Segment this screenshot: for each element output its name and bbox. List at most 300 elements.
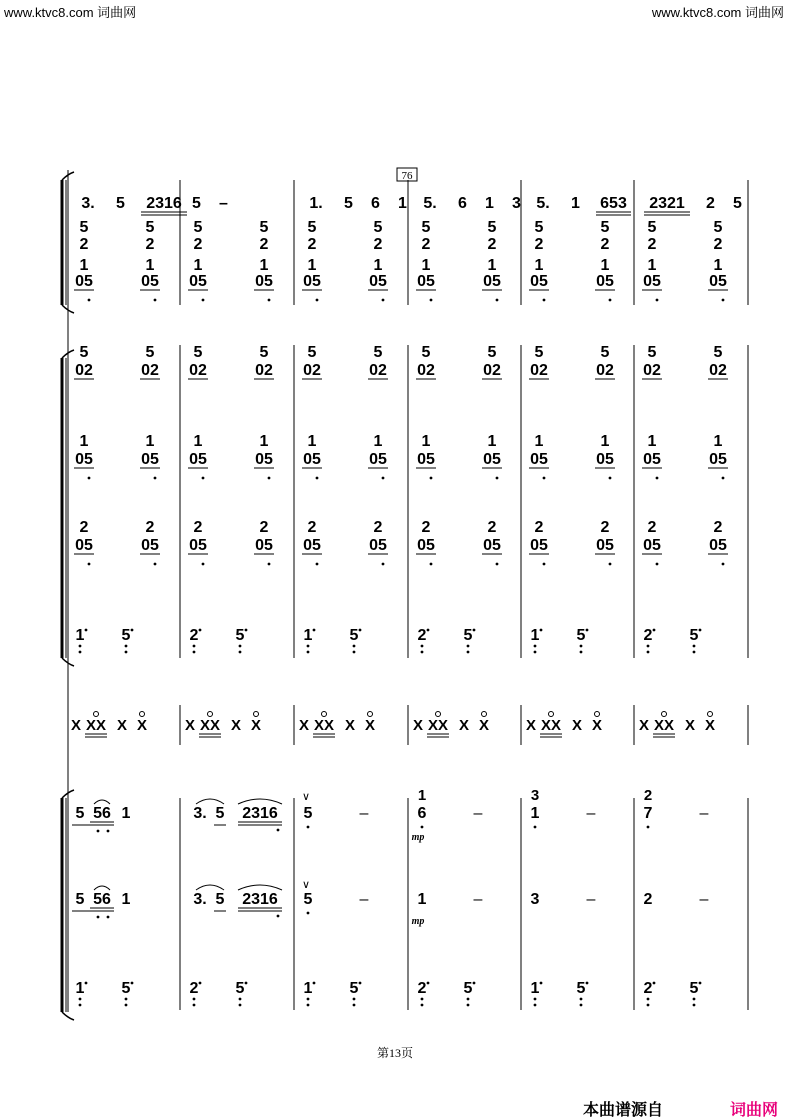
sysB-bass-lowdot-0 <box>79 645 82 648</box>
sysD-upper-note-1: 3 <box>530 787 540 804</box>
sysD-r1-m1-slur2 <box>238 885 282 890</box>
sysA-chord-row0-cell-5: 5 <box>373 219 383 236</box>
sysA-chord-row3-cell-3: 05 <box>255 273 273 290</box>
sysA-chord-row1-cell-6: 2 <box>421 236 431 253</box>
sysB-row5-lowdot-9 <box>609 563 612 566</box>
sysD-upper-note-0: 1 <box>417 787 427 804</box>
sysB-row0-cell-6: 5 <box>421 344 431 361</box>
sysC-perc-open-3 <box>140 712 145 717</box>
sysB-bass-lowdot-7 <box>467 645 470 648</box>
sysD-bass-lowdot-4 <box>307 998 310 1001</box>
sysC-perc-cell-6: X <box>230 717 242 734</box>
sysB-bass-lowdot2-5 <box>353 651 356 654</box>
sysB-bass-updot-8 <box>540 629 543 632</box>
sysD-bass-cell-3: 5 <box>235 980 245 997</box>
sysD-bass-lowdot2-4 <box>307 1004 310 1007</box>
sysC-perc-open-19 <box>595 712 600 717</box>
sysB-bass-lowdot2-3 <box>239 651 242 654</box>
sysB-row5-cell-7: 05 <box>483 537 501 554</box>
sysD-bass-updot-0 <box>85 982 88 985</box>
sysD-r1-m1-lowdot <box>277 915 280 918</box>
sysD-r1-m1-slur1 <box>196 885 224 890</box>
sysB-row4-cell-11: 2 <box>713 519 723 536</box>
sysA-chord-row3-cell-5: 05 <box>369 273 387 290</box>
sysD-r0-m0-n1: 56 <box>93 805 111 822</box>
sysA-chord-row1-cell-3: 2 <box>259 236 269 253</box>
sysD-bass-updot-2 <box>199 982 202 985</box>
sysD-r1-m2-n0: 5 <box>303 891 313 908</box>
sysD-r0-lowdot-b <box>107 830 110 833</box>
sysB-row3-lowdot-0 <box>88 477 91 480</box>
sysB-row5-cell-0: 05 <box>75 537 93 554</box>
sysB-row4-cell-0: 2 <box>79 519 89 536</box>
sysB-row2-cell-8: 1 <box>534 433 544 450</box>
sysA-melody-m4-n2: 653 <box>600 195 627 212</box>
sysB-row2-cell-5: 1 <box>373 433 383 450</box>
sysA-melody-m3-n1: 6 <box>458 195 467 212</box>
sysA-chord-row2-cell-0: 1 <box>79 257 89 274</box>
sysD-r0-m2-lowdot <box>307 826 310 829</box>
sysC-perc-cell-19: X <box>591 717 603 734</box>
sysD-r0-m3-lowdot <box>421 826 424 829</box>
sysA-melody-m2-n2: 6 <box>371 195 380 212</box>
sysA-melody-m4-n0: 5. <box>536 195 550 212</box>
sysD-bass-cell-11: 5 <box>689 980 699 997</box>
sysB-row3-lowdot-3 <box>268 477 271 480</box>
sysD-bass-cell-5: 5 <box>349 980 359 997</box>
sysD-r0-m2-n0: 5 <box>303 805 313 822</box>
rehearsal-mark-number: 76 <box>401 170 413 182</box>
sysD-r0-m3-n0: 6 <box>417 805 427 822</box>
sysA-chord-row0-cell-1: 5 <box>145 219 155 236</box>
sysD-bass-lowdot-5 <box>353 998 356 1001</box>
sysB-bass-lowdot-4 <box>307 645 310 648</box>
sysD-upper-note-2: 2 <box>643 787 653 804</box>
sysB-row4-cell-7: 2 <box>487 519 497 536</box>
sysB-row0-cell-0: 5 <box>79 344 89 361</box>
sysA-chord-row1-cell-9: 2 <box>600 236 610 253</box>
sysB-row3-cell-11: 05 <box>709 451 727 468</box>
sysA-melody-m5-n0: 2321 <box>649 195 685 212</box>
sysB-row5-cell-4: 05 <box>303 537 321 554</box>
sysB-bass-lowdot2-0 <box>79 651 82 654</box>
sysC-perc-cell-10: X <box>344 717 356 734</box>
sysB-row5-lowdot-10 <box>656 563 659 566</box>
sysA-chord-row1-cell-2: 2 <box>193 236 203 253</box>
sysB-bass-cell-1: 5 <box>121 627 131 644</box>
sysB-row4-cell-4: 2 <box>307 519 317 536</box>
sysB-row5-cell-2: 05 <box>189 537 207 554</box>
sysB-row3-cell-3: 05 <box>255 451 273 468</box>
sysD-bass-cell-2: 2 <box>189 980 199 997</box>
sysD-r1-m3-n0: 1 <box>417 891 427 908</box>
sysB-row1-cell-9: 02 <box>596 362 614 379</box>
sysB-row5-lowdot-4 <box>316 563 319 566</box>
sysC-perc-open-5 <box>208 712 213 717</box>
sysB-row5-lowdot-0 <box>88 563 91 566</box>
sysA-chord-row2-cell-5: 1 <box>373 257 383 274</box>
sysB-row1-cell-7: 02 <box>483 362 501 379</box>
sysA-melody-m2-n0: 1. <box>309 195 323 212</box>
sysB-row3-cell-2: 05 <box>189 451 207 468</box>
sysB-bass-lowdot2-2 <box>193 651 196 654</box>
sysA-chord-row3-lowdot-4 <box>316 299 319 302</box>
sysA-melody-m3-n0: 5. <box>423 195 437 212</box>
sysA-chord-row2-cell-11: 1 <box>713 257 723 274</box>
sysB-row0-cell-9: 5 <box>600 344 610 361</box>
sysB-row5-lowdot-7 <box>496 563 499 566</box>
sysA-melody-m3-n3: 3 <box>512 195 521 212</box>
sysB-row1-cell-4: 02 <box>303 362 321 379</box>
sysA-chord-row2-cell-9: 1 <box>600 257 610 274</box>
sysA-chord-row0-cell-0: 5 <box>79 219 89 236</box>
sysD-bass-cell-10: 2 <box>643 980 653 997</box>
sysD-bass-lowdot2-6 <box>421 1004 424 1007</box>
sysB-row1-cell-1: 02 <box>141 362 159 379</box>
sysA-chord-row3-lowdot-6 <box>430 299 433 302</box>
sysD-breath-mark-0: ∨ <box>301 791 311 803</box>
sysB-row3-cell-5: 05 <box>369 451 387 468</box>
sysD-bass-lowdot-3 <box>239 998 242 1001</box>
sysB-bass-cell-6: 2 <box>417 627 427 644</box>
sysA-chord-row0-cell-4: 5 <box>307 219 317 236</box>
sysC-perc-cell-22: X <box>684 717 696 734</box>
sysB-row5-lowdot-11 <box>722 563 725 566</box>
sysD-bass-lowdot-11 <box>693 998 696 1001</box>
sysA-chord-row2-cell-8: 1 <box>534 257 544 274</box>
sysD-bass-lowdot-10 <box>647 998 650 1001</box>
footer-source-text: 本曲谱源自 <box>583 1102 664 1119</box>
sysD-r0-lowdot-a <box>97 830 100 833</box>
sysB-row3-lowdot-11 <box>722 477 725 480</box>
sysD-bass-cell-1: 5 <box>121 980 131 997</box>
sysB-row5-cell-1: 05 <box>141 537 159 554</box>
sysD-r1-m3-n1: – <box>473 891 483 908</box>
sysC-perc-cell-1: XX <box>85 717 107 734</box>
sysD-r1-m1-n1: 5 <box>215 891 225 908</box>
sysA-melody-m3-n2: 1 <box>485 195 494 212</box>
sysD-bass-cell-6: 2 <box>417 980 427 997</box>
sysB-row1-cell-3: 02 <box>255 362 273 379</box>
sysA-chord-row3-lowdot-2 <box>202 299 205 302</box>
sysB-bass-updot-3 <box>245 629 248 632</box>
sysB-bass-lowdot2-9 <box>580 651 583 654</box>
sysB-bass-lowdot-1 <box>125 645 128 648</box>
sysA-chord-row2-cell-4: 1 <box>307 257 317 274</box>
sysB-row5-lowdot-1 <box>154 563 157 566</box>
sysA-chord-row1-cell-8: 2 <box>534 236 544 253</box>
sysB-bass-cell-5: 5 <box>349 627 359 644</box>
footer-site-logo: 词曲网 <box>730 1102 779 1119</box>
sysC-perc-cell-13: XX <box>427 717 449 734</box>
sysA-chord-row3-lowdot-9 <box>609 299 612 302</box>
sysB-bass-updot-2 <box>199 629 202 632</box>
sysB-row0-cell-5: 5 <box>373 344 383 361</box>
sysC-perc-cell-16: X <box>525 717 537 734</box>
sysC-perc-cell-9: XX <box>313 717 335 734</box>
sysB-row4-cell-9: 2 <box>600 519 610 536</box>
sysA-chord-row3-lowdot-11 <box>722 299 725 302</box>
sysB-row3-lowdot-10 <box>656 477 659 480</box>
sysB-row1-cell-2: 02 <box>189 362 207 379</box>
sysB-row5-cell-10: 05 <box>643 537 661 554</box>
sysB-row3-lowdot-6 <box>430 477 433 480</box>
sysB-row2-cell-3: 1 <box>259 433 269 450</box>
sysB-row2-cell-6: 1 <box>421 433 431 450</box>
sysA-chord-row1-cell-4: 2 <box>307 236 317 253</box>
sysB-bass-cell-4: 1 <box>303 627 313 644</box>
sysC-perc-cell-14: X <box>458 717 470 734</box>
sysB-row0-cell-2: 5 <box>193 344 203 361</box>
sysC-perc-cell-8: X <box>298 717 310 734</box>
sysC-perc-cell-12: X <box>412 717 424 734</box>
sysB-row3-cell-8: 05 <box>530 451 548 468</box>
sysB-bass-lowdot-2 <box>193 645 196 648</box>
sysB-row0-cell-10: 5 <box>647 344 657 361</box>
sysB-row3-cell-6: 05 <box>417 451 435 468</box>
sysD-bass-updot-5 <box>359 982 362 985</box>
sysD-bass-updot-8 <box>540 982 543 985</box>
sysB-row1-cell-0: 02 <box>75 362 93 379</box>
sysA-chord-row1-cell-1: 2 <box>145 236 155 253</box>
sysB-row2-cell-7: 1 <box>487 433 497 450</box>
sysD-bass-cell-9: 5 <box>576 980 586 997</box>
sysD-bass-updot-4 <box>313 982 316 985</box>
sysA-chord-row0-cell-3: 5 <box>259 219 269 236</box>
sysA-chord-row3-cell-11: 05 <box>709 273 727 290</box>
sysB-bass-updot-10 <box>653 629 656 632</box>
sysB-row2-cell-0: 1 <box>79 433 89 450</box>
sysB-row3-lowdot-1 <box>154 477 157 480</box>
sysA-chord-row3-lowdot-0 <box>88 299 91 302</box>
sysA-chord-row2-cell-7: 1 <box>487 257 497 274</box>
sysD-bass-cell-8: 1 <box>530 980 540 997</box>
sysD-bass-cell-0: 1 <box>75 980 85 997</box>
sysB-row3-lowdot-8 <box>543 477 546 480</box>
sysB-row4-cell-2: 2 <box>193 519 203 536</box>
sysB-row0-cell-4: 5 <box>307 344 317 361</box>
sysB-bass-cell-3: 5 <box>235 627 245 644</box>
sysA-melody-m5-n2: 5 <box>733 195 742 212</box>
sysA-melody-m1-n0: 5 <box>192 195 201 212</box>
sysD-bass-lowdot-9 <box>580 998 583 1001</box>
sysD-r0-slur <box>94 800 110 804</box>
sysB-row5-lowdot-8 <box>543 563 546 566</box>
sysB-bass-updot-11 <box>699 629 702 632</box>
sysD-r0-m4-n1: – <box>586 805 596 822</box>
sysB-row1-cell-5: 02 <box>369 362 387 379</box>
sysB-bass-updot-4 <box>313 629 316 632</box>
sysB-bass-cell-11: 5 <box>689 627 699 644</box>
sysB-row3-cell-1: 05 <box>141 451 159 468</box>
sysD-bass-lowdot2-2 <box>193 1004 196 1007</box>
sysA-chord-row3-lowdot-5 <box>382 299 385 302</box>
sysD-r1-m1-n0: 3. <box>193 891 207 908</box>
sysC-perc-cell-0: X <box>70 717 82 734</box>
sysD-bass-updot-7 <box>473 982 476 985</box>
sysD-r1-m4-n0: 3 <box>530 891 540 908</box>
sysD-bass-lowdot2-0 <box>79 1004 82 1007</box>
sysD-r1-m0-n0: 5 <box>75 891 85 908</box>
sysB-row2-cell-4: 1 <box>307 433 317 450</box>
sysB-bass-updot-6 <box>427 629 430 632</box>
sysD-breath-mark-1: ∨ <box>301 879 311 891</box>
sysC-perc-open-23 <box>708 712 713 717</box>
sysB-bass-lowdot2-4 <box>307 651 310 654</box>
sysD-bass-updot-10 <box>653 982 656 985</box>
sysD-r0-m1-n2: 2316 <box>242 805 278 822</box>
sysD-r0-m1-slur1 <box>196 799 224 804</box>
sysD-r0-m5-n1: – <box>699 805 709 822</box>
sysD-bass-lowdot-2 <box>193 998 196 1001</box>
sysB-row3-cell-7: 05 <box>483 451 501 468</box>
sysC-perc-cell-4: X <box>184 717 196 734</box>
sysD-bass-lowdot2-10 <box>647 1004 650 1007</box>
sysA-chord-row3-lowdot-3 <box>268 299 271 302</box>
sysD-bass-lowdot2-3 <box>239 1004 242 1007</box>
sysA-chord-row3-cell-9: 05 <box>596 273 614 290</box>
sysD-r0-m1-lowdot <box>277 829 280 832</box>
sysD-dynamic-1: mp <box>411 916 425 927</box>
sysB-bass-updot-1 <box>131 629 134 632</box>
sysB-row5-cell-11: 05 <box>709 537 727 554</box>
sysB-bass-lowdot2-6 <box>421 651 424 654</box>
sysA-chord-row3-lowdot-8 <box>543 299 546 302</box>
sysD-bass-updot-9 <box>586 982 589 985</box>
sysB-bass-updot-7 <box>473 629 476 632</box>
sysB-bass-lowdot2-8 <box>534 651 537 654</box>
sysB-row3-cell-9: 05 <box>596 451 614 468</box>
sysA-chord-row0-cell-11: 5 <box>713 219 723 236</box>
sysA-melody-m0-n0: 3. <box>81 195 95 212</box>
sysA-melody-m5-n1: 2 <box>706 195 715 212</box>
sysB-row0-cell-3: 5 <box>259 344 269 361</box>
sysB-row0-cell-1: 5 <box>145 344 155 361</box>
sysC-perc-open-15 <box>482 712 487 717</box>
sysA-chord-row3-cell-8: 05 <box>530 273 548 290</box>
sysA-chord-row0-cell-10: 5 <box>647 219 657 236</box>
sysC-perc-cell-7: X <box>250 717 262 734</box>
sysC-perc-cell-5: XX <box>199 717 221 734</box>
sysB-row2-cell-11: 1 <box>713 433 723 450</box>
sysA-chord-row3-lowdot-10 <box>656 299 659 302</box>
sysD-r1-slur <box>94 886 110 890</box>
sysB-bass-lowdot-5 <box>353 645 356 648</box>
sysD-r1-m5-n0: 2 <box>643 891 653 908</box>
sysD-r1-m2-lowdot <box>307 912 310 915</box>
sysB-bass-cell-9: 5 <box>576 627 586 644</box>
sysB-row0-cell-11: 5 <box>713 344 723 361</box>
sysB-row0-cell-7: 5 <box>487 344 497 361</box>
sysD-r1-m1-n2: 2316 <box>242 891 278 908</box>
sysC-perc-cell-15: X <box>478 717 490 734</box>
sysB-row3-lowdot-9 <box>609 477 612 480</box>
page-number: 第13页 <box>376 1046 413 1060</box>
sysD-bass-lowdot-7 <box>467 998 470 1001</box>
sysD-r0-m5-lowdot <box>647 826 650 829</box>
sysD-bass-lowdot-1 <box>125 998 128 1001</box>
sysC-perc-cell-20: X <box>638 717 650 734</box>
sysA-melody-m4-n1: 1 <box>571 195 580 212</box>
sysA-chord-row1-cell-11: 2 <box>713 236 723 253</box>
sysA-melody-m1-n1: – <box>219 195 228 212</box>
sysB-row3-cell-0: 05 <box>75 451 93 468</box>
sysD-bass-lowdot-0 <box>79 998 82 1001</box>
sysA-chord-row3-cell-7: 05 <box>483 273 501 290</box>
sysC-perc-open-13 <box>436 712 441 717</box>
header-right-watermark: www.ktvc8.com 词曲网 <box>651 5 784 20</box>
sysB-row2-cell-2: 1 <box>193 433 203 450</box>
sysA-chord-row2-cell-3: 1 <box>259 257 269 274</box>
sysA-chord-row1-cell-7: 2 <box>487 236 497 253</box>
sysB-row3-cell-4: 05 <box>303 451 321 468</box>
sysA-chord-row0-cell-9: 5 <box>600 219 610 236</box>
sysC-perc-open-9 <box>322 712 327 717</box>
sysD-bass-updot-6 <box>427 982 430 985</box>
sysA-chord-row0-cell-2: 5 <box>193 219 203 236</box>
sysB-row1-cell-8: 02 <box>530 362 548 379</box>
sysC-perc-cell-2: X <box>116 717 128 734</box>
sysB-bass-lowdot2-11 <box>693 651 696 654</box>
sysB-row2-cell-10: 1 <box>647 433 657 450</box>
sysA-chord-row0-cell-8: 5 <box>534 219 544 236</box>
sysC-perc-cell-23: X <box>704 717 716 734</box>
sysB-row5-lowdot-2 <box>202 563 205 566</box>
sysB-row5-lowdot-3 <box>268 563 271 566</box>
sysB-bass-cell-10: 2 <box>643 627 653 644</box>
sysD-r0-m3-n1: – <box>473 805 483 822</box>
sysB-row3-lowdot-4 <box>316 477 319 480</box>
sysD-bass-updot-1 <box>131 982 134 985</box>
sysB-bass-lowdot-8 <box>534 645 537 648</box>
sysC-perc-open-1 <box>94 712 99 717</box>
sysB-bass-lowdot2-7 <box>467 651 470 654</box>
sysB-bass-lowdot-11 <box>693 645 696 648</box>
sysB-row5-cell-3: 05 <box>255 537 273 554</box>
sysB-row5-lowdot-5 <box>382 563 385 566</box>
sysB-row5-cell-5: 05 <box>369 537 387 554</box>
sysB-bass-lowdot-6 <box>421 645 424 648</box>
sysC-perc-cell-17: XX <box>540 717 562 734</box>
sysD-dynamic-0: mp <box>411 832 425 843</box>
sysA-chord-row3-lowdot-7 <box>496 299 499 302</box>
sysB-row2-cell-9: 1 <box>600 433 610 450</box>
sysA-chord-row1-cell-5: 2 <box>373 236 383 253</box>
sysC-perc-open-11 <box>368 712 373 717</box>
sysD-r1-m5-n1: – <box>699 891 709 908</box>
sysB-row5-cell-8: 05 <box>530 537 548 554</box>
sysA-chord-row2-cell-10: 1 <box>647 257 657 274</box>
sysD-bass-lowdot2-7 <box>467 1004 470 1007</box>
sysB-row3-lowdot-7 <box>496 477 499 480</box>
sysA-chord-row3-cell-10: 05 <box>643 273 661 290</box>
sysD-bass-lowdot2-9 <box>580 1004 583 1007</box>
sysA-chord-row3-cell-6: 05 <box>417 273 435 290</box>
sysB-row4-cell-8: 2 <box>534 519 544 536</box>
sysD-r1-lowdot-b <box>107 916 110 919</box>
sysB-row3-lowdot-5 <box>382 477 385 480</box>
sysD-bass-cell-4: 1 <box>303 980 313 997</box>
sysA-melody-m0-n1: 5 <box>116 195 125 212</box>
sysD-r0-m4-lowdot <box>534 826 537 829</box>
sysB-bass-cell-8: 1 <box>530 627 540 644</box>
sysB-bass-cell-0: 1 <box>75 627 85 644</box>
sysB-bass-lowdot-3 <box>239 645 242 648</box>
bracket-system-d-bottom-curl <box>62 1012 74 1020</box>
sysD-r0-m4-n0: 1 <box>530 805 540 822</box>
sysB-row5-cell-6: 05 <box>417 537 435 554</box>
sysC-perc-cell-21: XX <box>653 717 675 734</box>
